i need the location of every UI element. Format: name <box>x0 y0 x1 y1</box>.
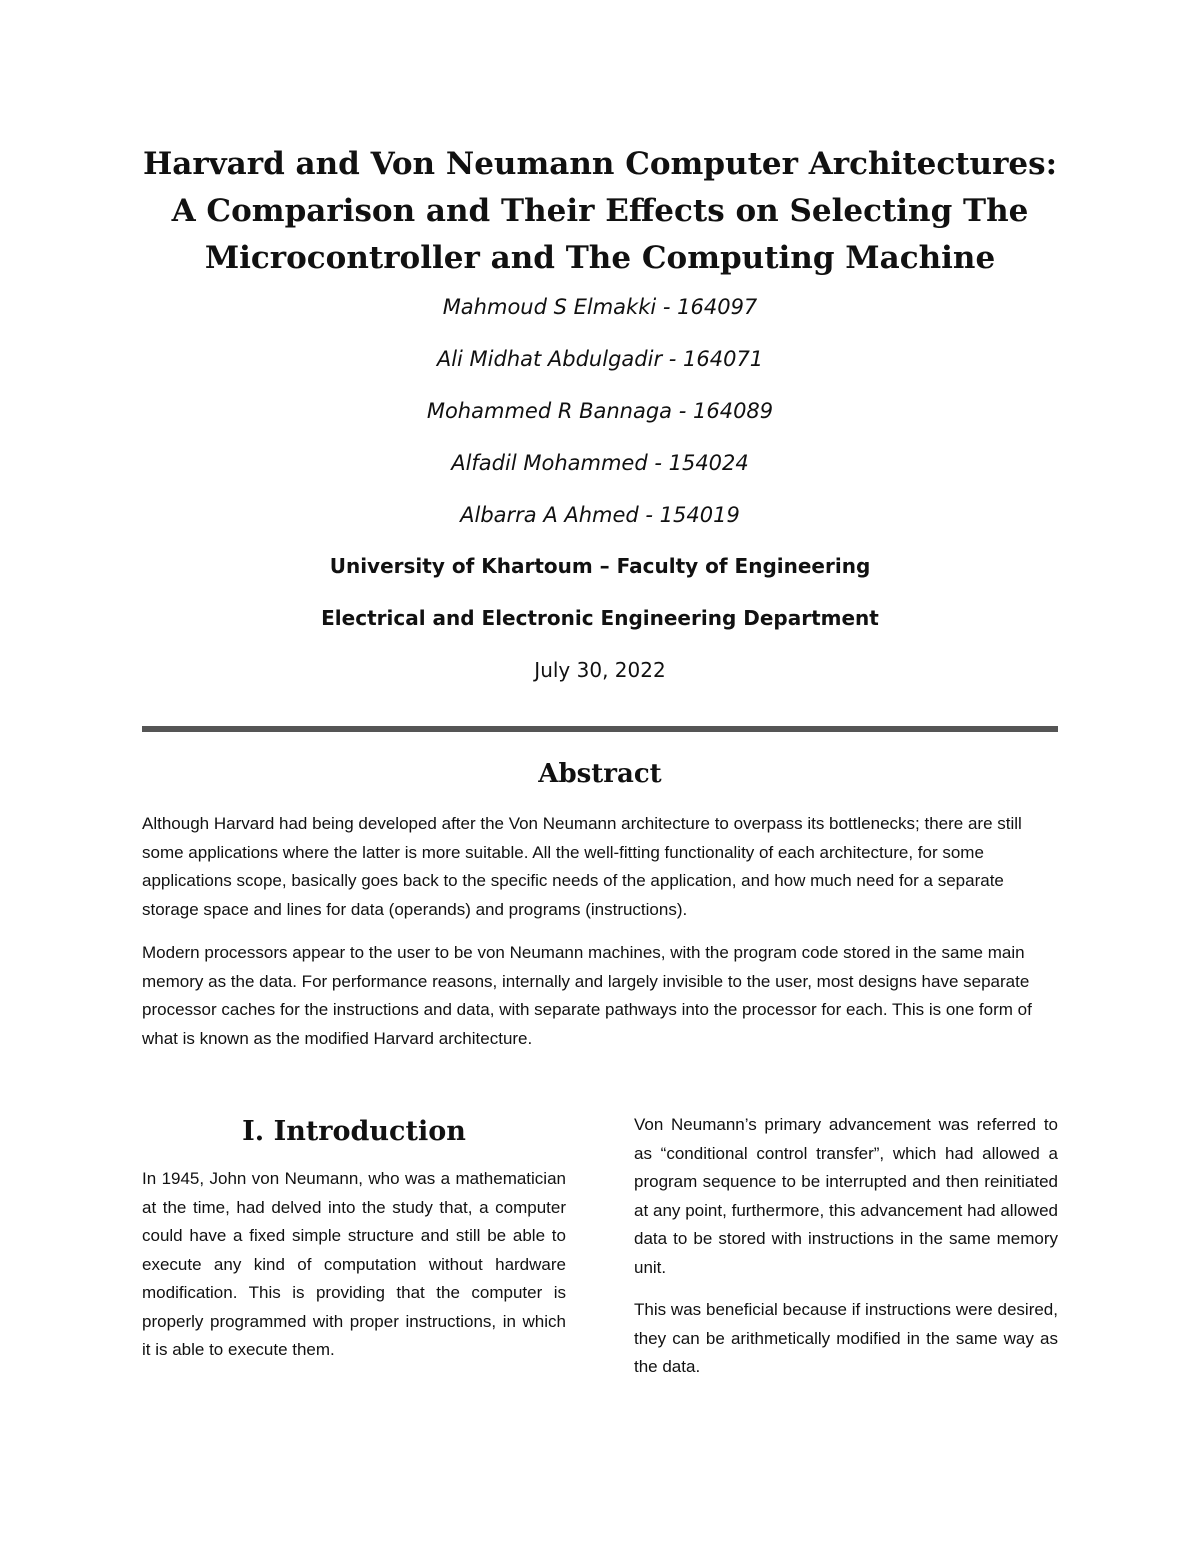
abstract-heading: Abstract <box>538 759 662 789</box>
body-paragraph: In 1945, John von Neumann, who was a mathematician at the time, had delved into the study that, a computer could have a fixed simple structure and still be able to execute any kind of computation without hardware modification. This is providing that the computer is properly programmed with proper instructions, in which it is able to execute them. <box>142 1169 566 1359</box>
author-name: Mohammed R Bannaga - 164089 <box>426 399 774 423</box>
section-divider <box>142 726 1058 732</box>
left-column <box>142 1112 566 1365</box>
abstract-paragraph: Although Harvard had being developed after the Von Neumann architecture to overpass its bottlenecks; there are still some applications where the latter is more suitable. All the well-fitting functionality of each architecture, for some applications scope, basically goes back to the specific needs of the application, and how much need for a separate storage space and lines for data (operands) and programs (instructions). <box>142 814 1022 920</box>
right-column <box>634 1111 1058 1382</box>
university-affiliation: University of Khartoum – Faculty of Engineering <box>329 554 871 578</box>
introduction-heading: I. Introduction <box>242 1116 466 1147</box>
author-name: Ali Midhat Abdulgadir - 164071 <box>436 347 764 371</box>
abstract-paragraph: Modern processors appear to the user to be von Neumann machines, with the program code stored in the same main memory as the data. For performance reasons, internally and largely invisible to the user, most designs have separate processor caches for the instructions and data, with separate pathways into the processor for each. This is one form of what is known as the modified Harvard architecture. <box>142 943 1032 1049</box>
body-paragraph: This was beneficial because if instructions were desired, they can be arithmetically modified in the same way as the data. <box>634 1300 1058 1376</box>
author-name: Albarra A Ahmed - 154019 <box>460 503 740 527</box>
paragraph-gap <box>634 1282 1058 1296</box>
author-name: Alfadil Mohammed - 154024 <box>451 451 749 475</box>
author-name: Mahmoud S Elmakki - 164097 <box>442 295 758 319</box>
paper-title: Harvard and Von Neumann Computer Architectures: A Comparison and Their Effects on Selecting The Microcontroller and The Computing Machine <box>142 146 1058 276</box>
body-paragraph: Von Neumann’s primary advancement was referred to as “conditional control transfer”, which had allowed a program sequence to be interrupted and then reinitiated at any point, furthermore, this advancement had allowed data to be stored with instructions in the same memory unit. <box>634 1115 1058 1277</box>
department-affiliation: Electrical and Electronic Engineering Department <box>321 606 879 630</box>
publication-date: July 30, 2022 <box>534 658 666 682</box>
author-list <box>140 292 1060 552</box>
